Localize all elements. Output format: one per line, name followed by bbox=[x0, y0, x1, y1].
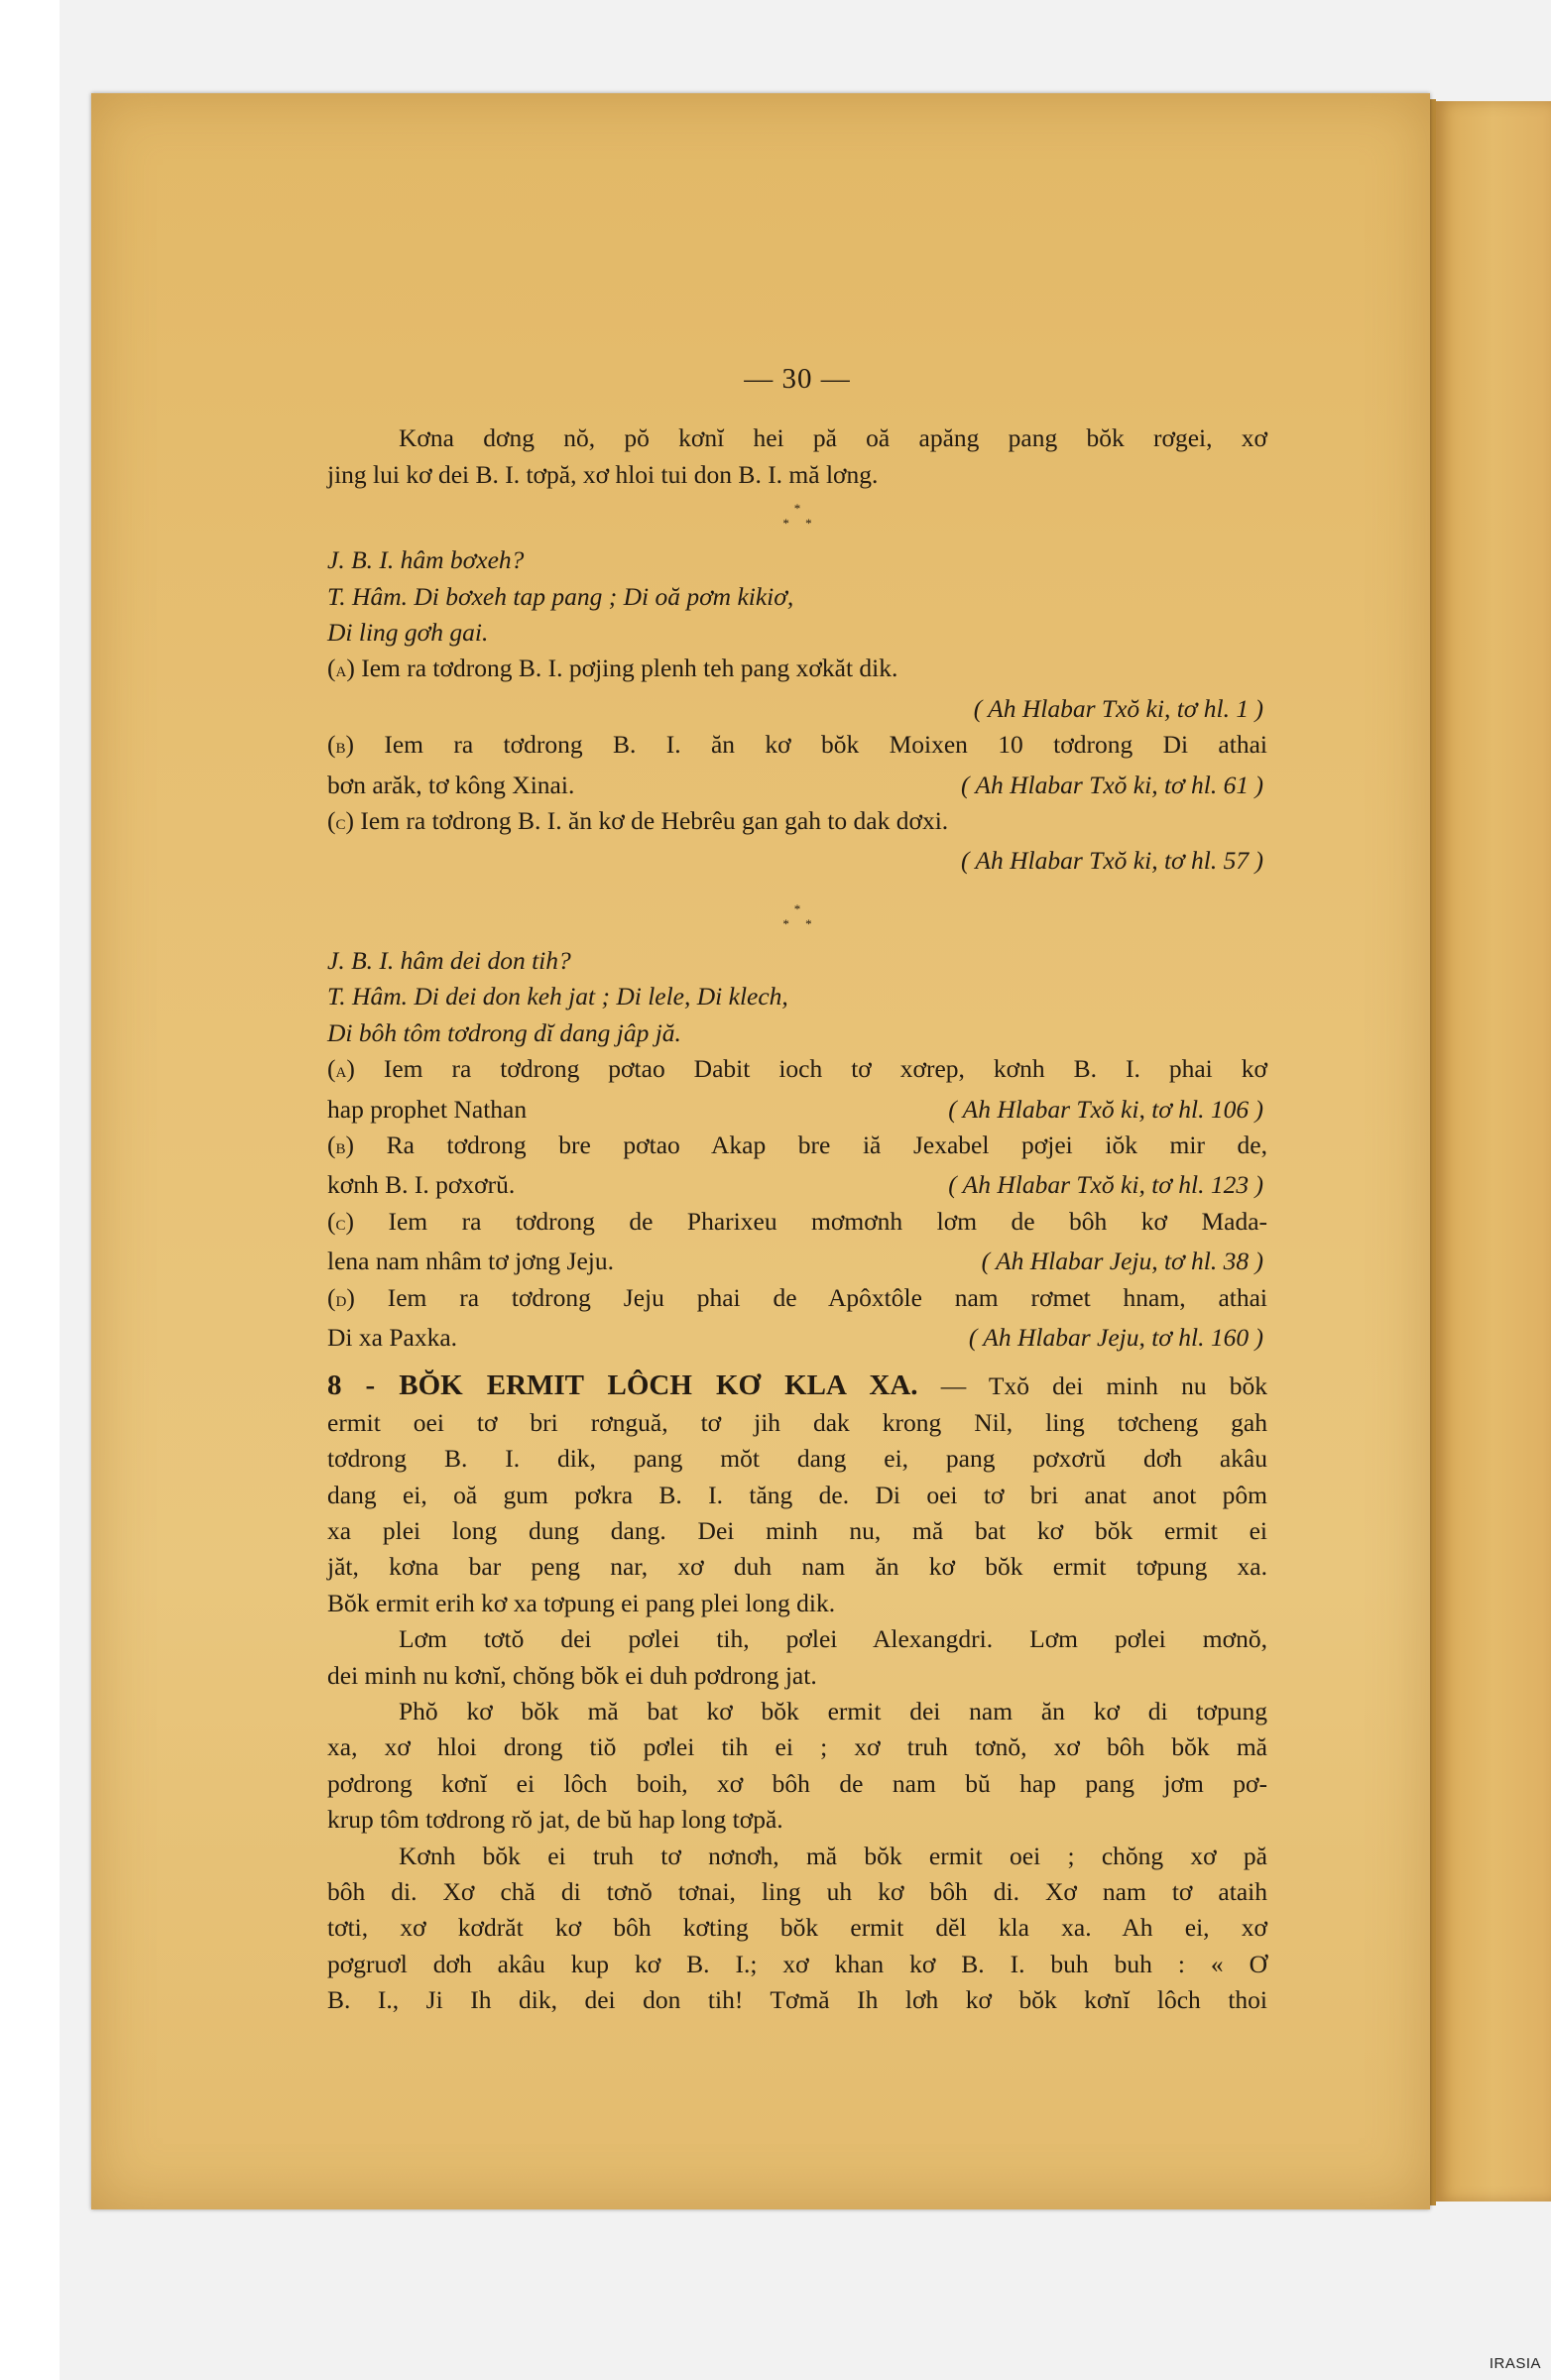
page-number: — 30 — bbox=[744, 363, 851, 395]
q2-item-d-ref: ( Ah Hlabar Jeju, tơ hl. 160 ) bbox=[968, 1322, 1263, 1352]
q2-item-d-line-2 bbox=[327, 1320, 1267, 1356]
paragraph-line: jăt, kơna bar peng nar, xơ duh nam ăn kơ bŏk ermit tơpung xa. bbox=[327, 1552, 1267, 1582]
q2-item-d: (D) Iem ra tơdrong Jeju phai de Apôxtôle nam rơmet hnam, athai bbox=[327, 1282, 1267, 1312]
q1-item-b: (B) Iem ra tơdrong B. I. ăn kơ bŏk Moixen 10 tơdrong Di athai bbox=[327, 730, 1267, 760]
q2-answer: T. Hâm. Di dei don keh jat ; Di lele, Di klech, bbox=[327, 982, 788, 1012]
watermark: IRASIA bbox=[1489, 2355, 1541, 2372]
q1-item-c: (C) Iem ra tơdrong B. I. ăn kơ de Hebrêu gan gah to dak dơxi. bbox=[327, 806, 949, 836]
q2-item-c-ref: ( Ah Hlabar Jeju, tơ hl. 38 ) bbox=[981, 1247, 1263, 1276]
paragraph-line: Lơm tơtŏ dei pơlei tih, pơlei Alexangdri. Lơm pơlei mơnŏ, bbox=[399, 1624, 1267, 1654]
item-mark: A bbox=[335, 1065, 347, 1082]
item-mark: B bbox=[335, 1140, 346, 1157]
paragraph-line: krup tôm tơdrong rŏ jat, de bŭ hap long tơpă. bbox=[327, 1805, 783, 1835]
intro-line-1: Kơna dơng nŏ, pŏ kơnĭ hei pă oă apăng pang bŏk rơgei, xơ bbox=[399, 423, 1267, 453]
q2-item-b-line-2 bbox=[327, 1167, 1267, 1203]
item-text: kơnh B. I. pơxơrŭ. bbox=[327, 1170, 516, 1200]
item-text: Ra tơdrong bre pơtao Akap bre iă Jexabel pơjei iŏk mir de, bbox=[386, 1130, 1268, 1159]
page-text bbox=[327, 361, 1267, 2019]
paragraph-line: xa, xơ hloi drong tiŏ pơlei tih ei ; xơ truh tơnŏ, xơ bôh bŏk mă bbox=[327, 1732, 1267, 1762]
q2-item-c: (C) Iem ra tơdrong de Pharixeu mơmơnh lơm de bôh kơ Mada- bbox=[327, 1206, 1268, 1236]
item-text: bơn arăk, tơ kông Xinai. bbox=[327, 770, 575, 799]
paragraph-line: tơdrong B. I. dik, pang mŏt dang ei, pang pơxơrŭ dơh akâu bbox=[327, 1444, 1267, 1474]
paragraph-line: tơti, xơ kơdrăt kơ bôh kơting bŏk ermit dĕl kla xa. Ah ei, xơ bbox=[327, 1913, 1267, 1943]
asterism-star: * bbox=[782, 516, 789, 532]
item-mark: D bbox=[335, 1293, 347, 1310]
q2-item-a: (A) Iem ra tơdrong pơtao Dabit ioch tơ xơrep, kơnh B. I. phai kơ bbox=[327, 1054, 1267, 1084]
asterism-star: * bbox=[805, 516, 812, 532]
q2-item-c-line-2 bbox=[327, 1244, 1267, 1279]
q1-question: J. B. I. hâm bơxeh? bbox=[327, 545, 525, 575]
item-text: Iem ra tơdrong B. I. ăn kơ bŏk Moixen 10 tơdrong Di athai bbox=[384, 730, 1267, 760]
q1-answer-cont: Di ling gơh gai. bbox=[327, 618, 489, 648]
q1-item-b-ref: ( Ah Hlabar Txŏ ki, tơ hl. 61 ) bbox=[961, 770, 1263, 799]
q2-item-b-ref: ( Ah Hlabar Txŏ ki, tơ hl. 123 ) bbox=[948, 1170, 1263, 1200]
paragraph-line: pơdrong kơnĭ ei lôch boih, xơ bôh de nam bŭ hap pang jơm pơ- bbox=[327, 1768, 1267, 1798]
asterism-1 bbox=[327, 501, 1267, 531]
item-mark: C bbox=[335, 817, 346, 834]
item-text: hap prophet Nathan bbox=[327, 1094, 528, 1124]
paragraph-line: dei minh nu kơnĭ, chŏng bŏk ei duh pơdrong jat. bbox=[327, 1660, 817, 1690]
q1-item-b-line-2 bbox=[327, 768, 1267, 803]
item-text: Iem ra tơdrong B. I. pơjing plenh teh pang xơkăt dik. bbox=[361, 654, 898, 683]
paragraph-line: B. I., Ji Ih dik, dei don tih! Tơmă Ih lơh kơ bŏk kơnĭ lôch thoi bbox=[327, 1985, 1267, 2015]
q2-item-a-ref: ( Ah Hlabar Txŏ ki, tơ hl. 106 ) bbox=[948, 1094, 1263, 1124]
page-fold bbox=[1430, 99, 1436, 2205]
q1-item-a: (A) Iem ra tơdrong B. I. pơjing plenh teh pang xơkăt dik. bbox=[327, 654, 898, 683]
asterism-star: * bbox=[793, 900, 801, 916]
paragraph-line: dang ei, oă gum pơkra B. I. tăng de. Di oei tơ bri anat anot pôm bbox=[327, 1480, 1267, 1509]
section-8-first-line bbox=[327, 1368, 1267, 1404]
section-8-heading: 8 - BŎK ERMIT LÔCH KƠ KLA XA. bbox=[327, 1369, 918, 1402]
asterism-2 bbox=[327, 901, 1267, 931]
item-text: Iem ra tơdrong Jeju phai de Apôxtôle nam rơmet hnam, athai bbox=[387, 1282, 1267, 1312]
q2-item-a-line-2 bbox=[327, 1092, 1267, 1128]
asterism-star: * bbox=[782, 915, 789, 931]
item-text: Iem ra tơdrong B. I. ăn kơ de Hebrêu gan gah to dak dơxi. bbox=[360, 806, 949, 836]
item-text: Iem ra tơdrong de Pharixeu mơmơnh lơm de bôh kơ Mada- bbox=[388, 1206, 1268, 1236]
item-mark: A bbox=[335, 664, 347, 681]
q2-item-b: (B) Ra tơdrong bre pơtao Akap bre iă Jexabel pơjei iŏk mir de, bbox=[327, 1130, 1268, 1159]
paragraph-line: — Txŏ dei minh nu bŏk bbox=[940, 1371, 1267, 1401]
q1-item-a-ref: ( Ah Hlabar Txŏ ki, tơ hl. 1 ) bbox=[973, 693, 1263, 723]
item-mark: B bbox=[335, 741, 346, 758]
paragraph-line: pơgruơl dơh akâu kup kơ B. I.; xơ khan kơ B. I. buh buh : « Ơ bbox=[327, 1949, 1267, 1978]
q1-answer: T. Hâm. Di bơxeh tap pang ; Di oă pơm kikiơ, bbox=[327, 581, 794, 611]
intro-line-2: jing lui kơ dei B. I. tơpă, xơ hloi tui don B. I. mă lơng. bbox=[327, 459, 879, 489]
q1-item-c-ref: ( Ah Hlabar Txŏ ki, tơ hl. 57 ) bbox=[961, 846, 1263, 876]
item-text: lena nam nhâm tơ jơng Jeju. bbox=[327, 1247, 614, 1276]
facing-page-edge bbox=[1436, 101, 1551, 2202]
asterism-star: * bbox=[793, 501, 801, 517]
item-mark: C bbox=[335, 1217, 346, 1234]
q2-question: J. B. I. hâm dei don tih? bbox=[327, 945, 571, 975]
paragraph-line: bôh di. Xơ chă di tơnŏ tơnai, ling uh kơ bôh di. Xơ nam tơ ataih bbox=[327, 1877, 1267, 1907]
paragraph-line: Kơnh bŏk ei truh tơ nơnơh, mă bŏk ermit oei ; chŏng xơ pă bbox=[399, 1841, 1267, 1870]
asterism-star: * bbox=[805, 915, 812, 931]
q2-answer-cont: Di bôh tôm tơdrong dĭ dang jâp jă. bbox=[327, 1017, 681, 1047]
paragraph-line: ermit oei tơ bri rơnguă, tơ jih dak krong Nil, ling tơcheng gah bbox=[327, 1407, 1267, 1437]
item-text: Di xa Paxka. bbox=[327, 1322, 458, 1352]
paragraph-line: xa plei long dung dang. Dei minh nu, mă bat kơ bŏk ermit ei bbox=[327, 1515, 1267, 1545]
paragraph-line: Phŏ kơ bŏk mă bat kơ bŏk ermit dei nam ăn kơ di tơpung bbox=[399, 1697, 1267, 1726]
item-text: Iem ra tơdrong pơtao Dabit ioch tơ xơrep, kơnh B. I. phai kơ bbox=[383, 1054, 1267, 1084]
paragraph-line: Bŏk ermit erih kơ xa tơpung ei pang plei long dik. bbox=[327, 1588, 836, 1617]
